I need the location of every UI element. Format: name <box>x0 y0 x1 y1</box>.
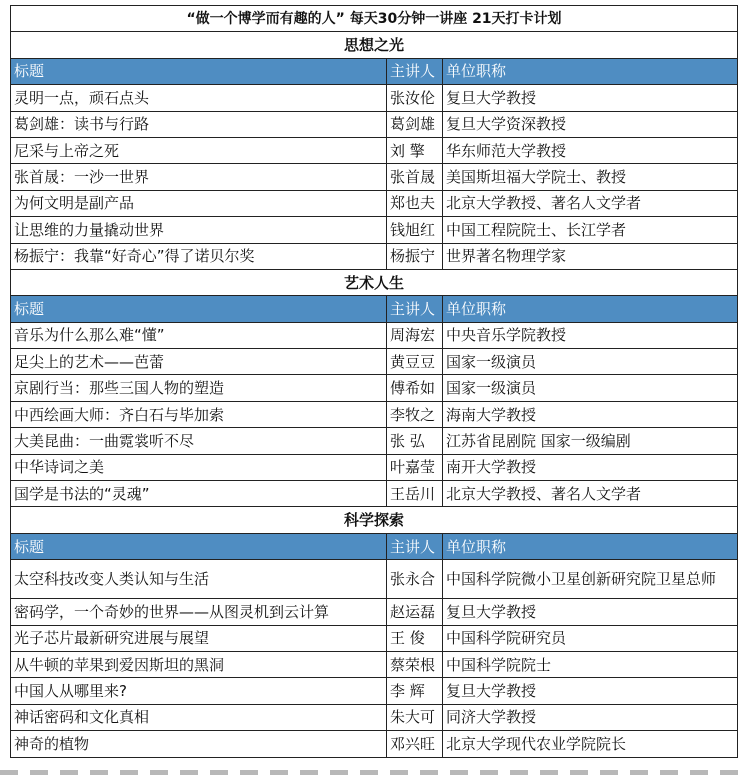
position-cell: 华东师范大学教授 <box>443 137 738 163</box>
table-row <box>11 85 738 111</box>
table-row <box>11 349 738 375</box>
table-row <box>11 428 738 454</box>
lecture-title-cell: 足尖上的艺术——芭蕾 <box>11 349 387 375</box>
table-row <box>11 678 738 704</box>
table-row <box>11 322 738 348</box>
speaker-cell: 蔡荣根 <box>387 651 443 677</box>
position-cell: 海南大学教授 <box>443 401 738 427</box>
table-row <box>11 164 738 190</box>
cropped-next-row <box>0 770 750 775</box>
speaker-cell: 叶嘉莹 <box>387 454 443 480</box>
speaker-cell: 葛剑雄 <box>387 111 443 137</box>
column-header-title: 标题 <box>11 296 387 322</box>
position-cell: 复旦大学教授 <box>443 85 738 111</box>
speaker-cell: 杨振宁 <box>387 243 443 269</box>
speaker-cell: 张 弘 <box>387 428 443 454</box>
table-row <box>11 704 738 730</box>
table-row <box>11 111 738 137</box>
position-cell: 国家一级演员 <box>443 349 738 375</box>
speaker-cell: 朱大可 <box>387 704 443 730</box>
lecture-title-cell: 葛剑雄：读书与行路 <box>11 111 387 137</box>
speaker-cell: 张永合 <box>387 560 443 599</box>
speaker-cell: 黄豆豆 <box>387 349 443 375</box>
speaker-cell: 张汝伦 <box>387 85 443 111</box>
position-cell: 江苏省昆剧院 国家一级编剧 <box>443 428 738 454</box>
table-row <box>11 137 738 163</box>
lecture-title-cell: 中西绘画大师：齐白石与毕加索 <box>11 401 387 427</box>
lecture-title-cell: 张首晟：一沙一世界 <box>11 164 387 190</box>
table-row <box>11 651 738 677</box>
position-cell: 同济大学教授 <box>443 704 738 730</box>
column-header-position: 单位职称 <box>443 533 738 559</box>
table-row <box>11 454 738 480</box>
position-cell: 中国科学院微小卫星创新研究院卫星总师 <box>443 560 738 599</box>
lecture-title-cell: 音乐为什么那么难“懂” <box>11 322 387 348</box>
column-header-position: 单位职称 <box>443 58 738 84</box>
position-cell: 南开大学教授 <box>443 454 738 480</box>
speaker-cell: 邓兴旺 <box>387 731 443 757</box>
speaker-cell: 钱旭红 <box>387 217 443 243</box>
table-row <box>11 190 738 216</box>
speaker-cell: 刘 擎 <box>387 137 443 163</box>
position-cell: 世界著名物理学家 <box>443 243 738 269</box>
lecture-title-cell: 密码学，一个奇妙的世界——从图灵机到云计算 <box>11 599 387 625</box>
table-title: “做一个博学而有趣的人” 每天30分钟一讲座 21天打卡计划 <box>11 6 738 32</box>
table-row <box>11 375 738 401</box>
section-row <box>11 32 738 58</box>
speaker-cell: 李 辉 <box>387 678 443 704</box>
lecture-title-cell: 太空科技改变人类认知与生活 <box>11 560 387 599</box>
position-cell: 复旦大学教授 <box>443 678 738 704</box>
lecture-title-cell: 大美昆曲：一曲霓裳听不尽 <box>11 428 387 454</box>
table-row <box>11 560 738 599</box>
column-header-title: 标题 <box>11 533 387 559</box>
column-header-speaker: 主讲人 <box>387 533 443 559</box>
position-cell: 中国科学院院士 <box>443 651 738 677</box>
table-row <box>11 625 738 651</box>
column-header-row <box>11 533 738 559</box>
speaker-cell: 李牧之 <box>387 401 443 427</box>
schedule-table <box>10 5 738 758</box>
column-header-title: 标题 <box>11 58 387 84</box>
lecture-title-cell: 神话密码和文化真相 <box>11 704 387 730</box>
table-row <box>11 401 738 427</box>
lecture-title-cell: 尼采与上帝之死 <box>11 137 387 163</box>
position-cell: 中国工程院院士、长江学者 <box>443 217 738 243</box>
column-header-speaker: 主讲人 <box>387 58 443 84</box>
lecture-title-cell: 从牛顿的苹果到爱因斯坦的黑洞 <box>11 651 387 677</box>
speaker-cell: 张首晟 <box>387 164 443 190</box>
lecture-title-cell: 让思维的力量撬动世界 <box>11 217 387 243</box>
table-row <box>11 599 738 625</box>
speaker-cell: 傅希如 <box>387 375 443 401</box>
speaker-cell: 王 俊 <box>387 625 443 651</box>
section-row <box>11 269 738 295</box>
position-cell: 国家一级演员 <box>443 375 738 401</box>
column-header-row <box>11 296 738 322</box>
column-header-position: 单位职称 <box>443 296 738 322</box>
speaker-cell: 郑也夫 <box>387 190 443 216</box>
title-row <box>11 6 738 32</box>
lecture-title-cell: 京剧行当：那些三国人物的塑造 <box>11 375 387 401</box>
section-title: 思想之光 <box>11 32 738 58</box>
position-cell: 复旦大学教授 <box>443 599 738 625</box>
lecture-schedule <box>10 5 737 758</box>
section-title: 科学探索 <box>11 507 738 533</box>
lecture-title-cell: 神奇的植物 <box>11 731 387 757</box>
lecture-title-cell: 中华诗词之美 <box>11 454 387 480</box>
position-cell: 北京大学教授、著名人文学者 <box>443 190 738 216</box>
position-cell: 美国斯坦福大学院士、教授 <box>443 164 738 190</box>
lecture-title-cell: 杨振宁：我靠“好奇心”得了诺贝尔奖 <box>11 243 387 269</box>
lecture-title-cell: 国学是书法的“灵魂” <box>11 481 387 507</box>
speaker-cell: 王岳川 <box>387 481 443 507</box>
lecture-title-cell: 中国人从哪里来? <box>11 678 387 704</box>
table-row <box>11 217 738 243</box>
table-row <box>11 731 738 757</box>
table-row <box>11 243 738 269</box>
position-cell: 北京大学教授、著名人文学者 <box>443 481 738 507</box>
lecture-title-cell: 光子芯片最新研究进展与展望 <box>11 625 387 651</box>
lecture-title-cell: 灵明一点，顽石点头 <box>11 85 387 111</box>
position-cell: 复旦大学资深教授 <box>443 111 738 137</box>
column-header-row <box>11 58 738 84</box>
speaker-cell: 周海宏 <box>387 322 443 348</box>
position-cell: 北京大学现代农业学院院长 <box>443 731 738 757</box>
lecture-title-cell: 为何文明是副产品 <box>11 190 387 216</box>
column-header-speaker: 主讲人 <box>387 296 443 322</box>
position-cell: 中国科学院研究员 <box>443 625 738 651</box>
table-row <box>11 481 738 507</box>
section-title: 艺术人生 <box>11 269 738 295</box>
position-cell: 中央音乐学院教授 <box>443 322 738 348</box>
speaker-cell: 赵运磊 <box>387 599 443 625</box>
section-row <box>11 507 738 533</box>
